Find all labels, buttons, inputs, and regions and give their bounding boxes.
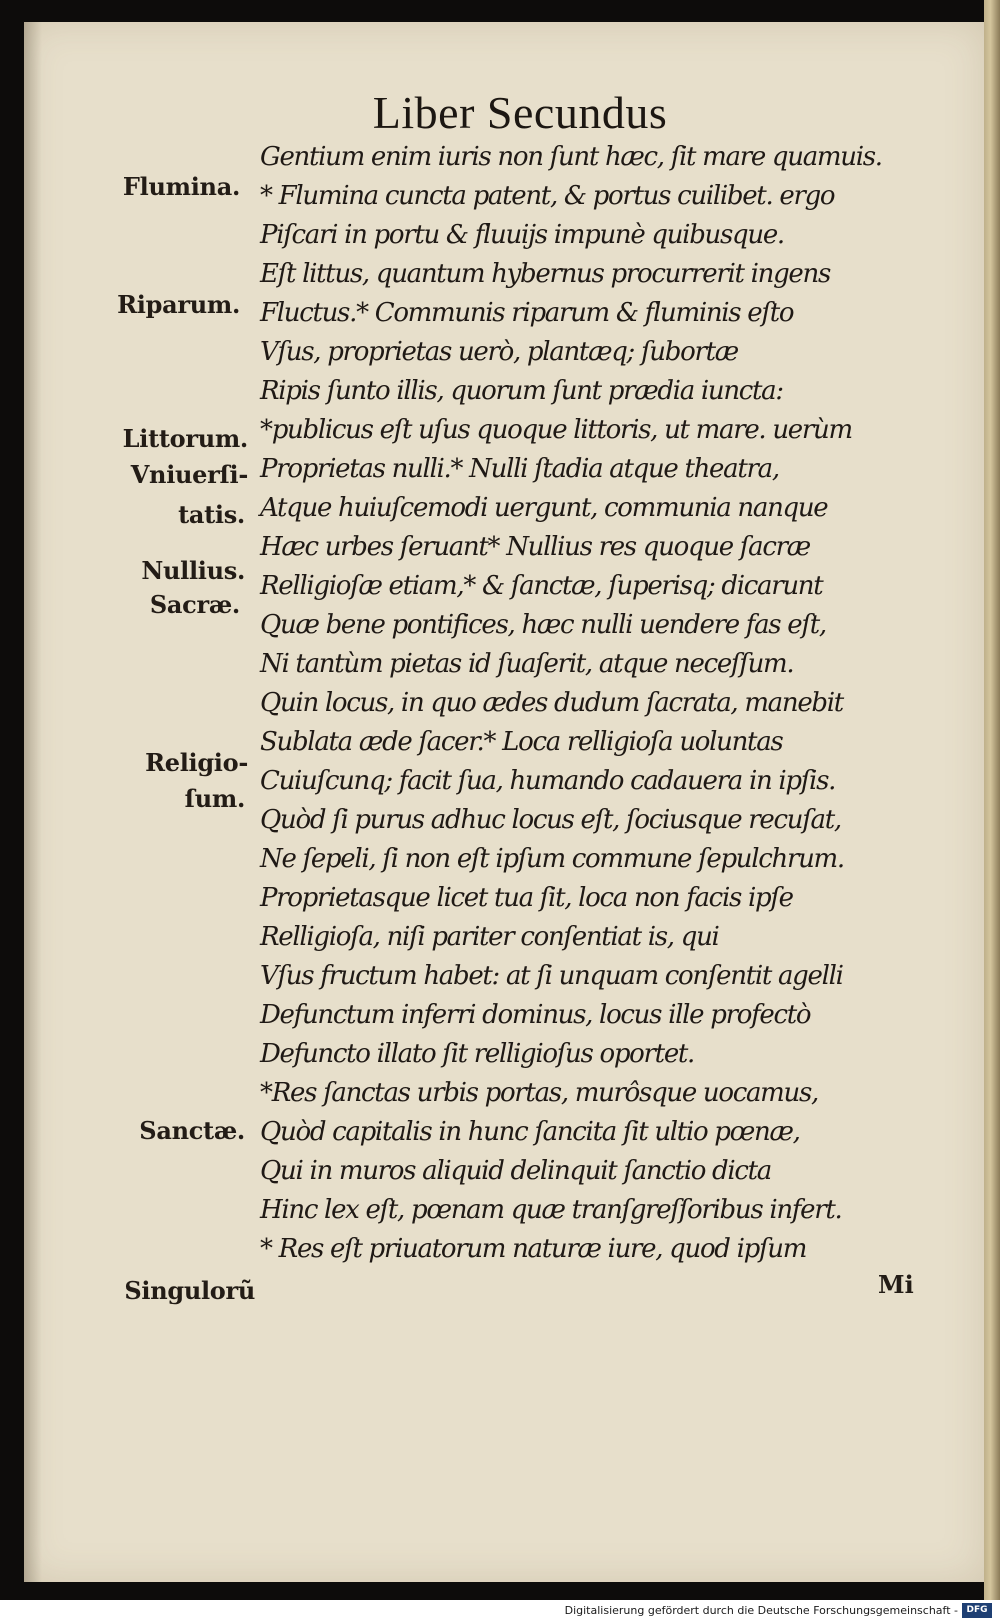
- marginal-note: Riparum.: [117, 290, 240, 319]
- verse-line: Defunctum inferri dominus, locus ille profectò: [260, 1000, 811, 1030]
- verse-line: Relligioſa, niſi pariter conſentiat is, qui: [260, 922, 719, 952]
- verse-line: Proprietasque licet tua ſit, loca non facis ipſe: [260, 883, 793, 913]
- marginal-note: Flumina.: [122, 172, 240, 201]
- verse-line: Ripis ſunto illis, quorum ſunt prædia iuncta:: [260, 376, 783, 406]
- verse-line: Vſus fructum habet: at ſi unquam conſentit agelli: [260, 961, 843, 991]
- marginal-note: tatis.: [178, 500, 245, 529]
- verse-line: Fluctus.* Communis riparum & fluminis eſto: [260, 298, 794, 328]
- book-page: [24, 22, 984, 1582]
- verse-line: *Res ſanctas urbis portas, murôsque uocamus,: [260, 1078, 818, 1108]
- verse-line: Gentium enim iuris non ſunt hæc, ſit mare quamuis.: [260, 142, 882, 172]
- verse-line: Atque huiuſcemodi uergunt, communia nanque: [260, 493, 828, 523]
- verse-line: Quin locus, in quo ædes dudum ſacrata, manebit: [260, 688, 843, 718]
- verse-line: Piſcari in portu & fluuijs impunè quibusque.: [260, 220, 784, 250]
- verse-line: * Flumina cuncta patent, & portus cuilibet. ergo: [260, 181, 835, 211]
- verse-line: Quòd ſi purus adhuc locus eſt, ſociusque recuſat,: [260, 805, 841, 835]
- verse-line: Sublata æde ſacer.* Loca relligioſa uoluntas: [260, 727, 783, 757]
- verse-line: Quòd capitalis in hunc ſancita ſit ultio pœnæ,: [260, 1117, 800, 1147]
- page-fold-shadow: [24, 22, 42, 1582]
- verse-line: Eſt littus, quantum hybernus procurrerit ingens: [260, 259, 831, 289]
- running-head: Liber Secundus: [372, 87, 668, 138]
- marginal-note: Vniuerſi-: [130, 460, 248, 489]
- verse-line: Hæc urbes ſeruant* Nullius res quoque ſacræ: [260, 532, 810, 562]
- page-edge: [984, 0, 1000, 1600]
- marginal-note: ſum.: [184, 784, 245, 813]
- verse-line: Vſus, proprietas uerò, plantæq; ſubortæ: [260, 337, 738, 367]
- marginal-note: Littorum.: [122, 424, 248, 453]
- verse-line: Quæ bene pontifices, hæc nulli uendere fas eſt,: [260, 610, 826, 640]
- verse-line: Hinc lex eſt, pœnam quæ tranſgreſſoribus infert.: [260, 1195, 842, 1225]
- marginal-note: Religio-: [145, 748, 248, 777]
- verse-line: Defuncto illato ſit relligioſus oportet.: [260, 1039, 695, 1069]
- marginal-note: Sacræ.: [149, 590, 240, 619]
- marginal-note: Sanctæ.: [139, 1116, 245, 1145]
- verse-line: Qui in muros aliquid delinquit ſanctio dicta: [260, 1156, 772, 1186]
- verse-line: *publicus eſt uſus quoque littoris, ut mare. uerùm: [260, 415, 852, 445]
- verse-line: Ne ſepeli, ſi non eſt ipſum commune ſepulchrum.: [260, 844, 844, 874]
- dfg-logo: DFG: [962, 1603, 992, 1618]
- catchword: Mi: [878, 1270, 914, 1299]
- marginal-note: Singulorũ: [124, 1276, 255, 1305]
- marginal-note: Nullius.: [141, 556, 245, 585]
- verse-line: Ni tantùm pietas id ſuaſerit, atque neceſſum.: [260, 649, 794, 679]
- verse-line: * Res eſt priuatorum naturæ iure, quod ipſum: [260, 1234, 807, 1264]
- verse-line: Relligioſæ etiam,* & ſanctæ, ſuperisq; dicarunt: [260, 571, 823, 601]
- footer-bar: [0, 1600, 1000, 1623]
- verse-line: Cuiuſcunq; facit ſua, humando cadauera in ipſis.: [260, 766, 836, 796]
- footer-credit: Digitalisierung gefördert durch die Deutsche Forschungsgemeinschaft -: [564, 1604, 958, 1617]
- verse-line: Proprietas nulli.* Nulli ſtadia atque theatra,: [260, 454, 779, 484]
